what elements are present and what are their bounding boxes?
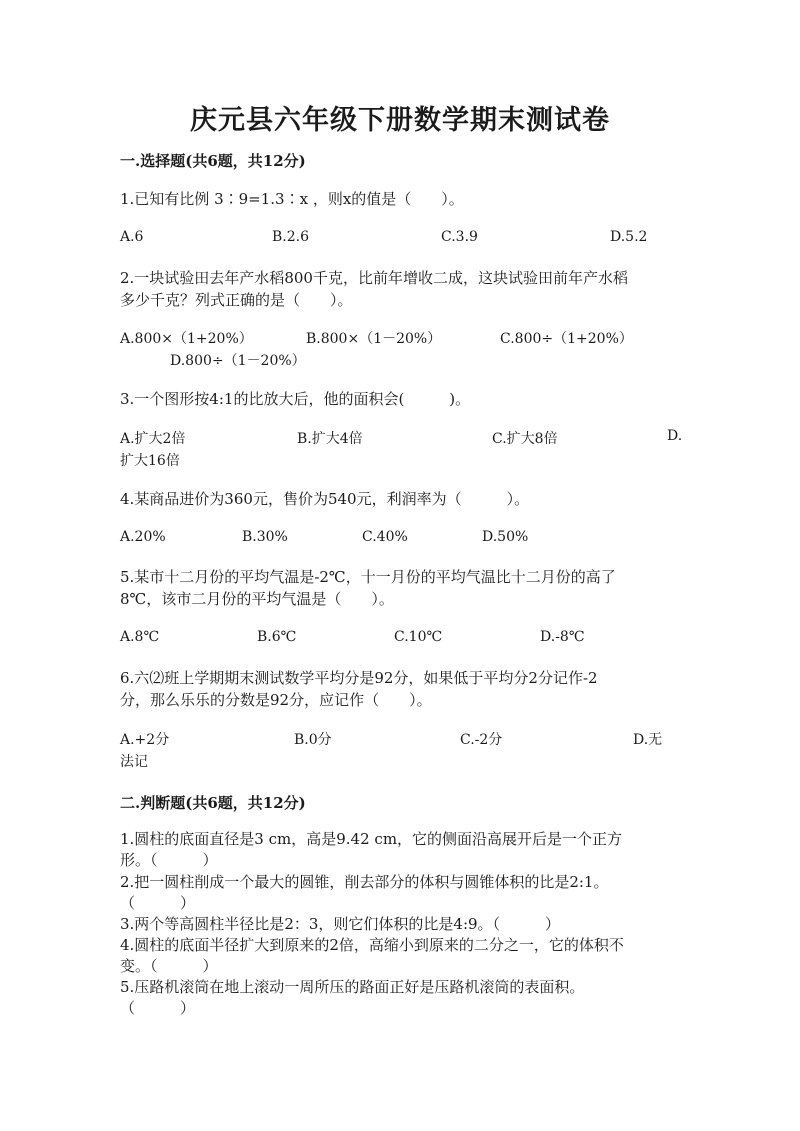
question-6-option-b: B.0分 <box>294 732 332 748</box>
judgement-1-line-2: 形。（ ） <box>120 851 218 869</box>
judgement-2-line-1: 2.把一圆柱削成一个最大的圆锥，削去部分的体积与圆锥体积的比是2:1。 <box>120 873 609 891</box>
question-3-option-d-label: D. <box>667 428 683 444</box>
question-5-text-line-1: 5.某市十二月份的平均气温是-2℃，十一月份的平均气温比十二月份的高了 <box>120 568 616 586</box>
page-title: 庆元县六年级下册数学期末测试卷 <box>190 105 610 136</box>
judgement-4-line-1: 4.圆柱的底面半径扩大到原来的2倍，高缩小到原来的二分之一，它的体积不 <box>120 936 624 954</box>
question-1-option-c: C.3.9 <box>441 229 478 245</box>
question-6-text-line-2: 分，那么乐乐的分数是92分，应记作（ ）。 <box>120 691 432 709</box>
question-3-option-d-text: 扩大16倍 <box>120 453 180 469</box>
question-3-option-b: B.扩大4倍 <box>297 431 363 447</box>
question-2-option-a: A.800×（1+20%） <box>120 331 253 347</box>
question-4-option-d: D.50% <box>482 529 529 545</box>
question-1-option-d: D.5.2 <box>610 229 648 245</box>
question-1-option-a: A.6 <box>120 229 144 245</box>
question-4-option-a: A.20% <box>120 529 166 545</box>
question-2-option-c: C.800÷（1+20%） <box>500 331 633 347</box>
section-heading-choice: 一.选择题(共6题，共12分) <box>120 152 306 170</box>
question-6-option-d-label: D.无 <box>633 732 663 748</box>
question-3-option-c: C.扩大8倍 <box>492 431 558 447</box>
question-2-option-d: D.800÷（1－20%） <box>170 353 306 369</box>
judgement-1-line-1: 1.圆柱的底面直径是3 cm，高是9.42 cm，它的侧面沿高展开后是一个正方 <box>120 830 623 848</box>
section-heading-judgement: 二.判断题(共6题，共12分) <box>120 794 306 812</box>
judgement-4-line-2: 变。（ ） <box>120 957 218 975</box>
question-6-option-c: C.-2分 <box>460 732 503 748</box>
question-1-option-b: B.2.6 <box>272 229 310 245</box>
question-4-text: 4.某商品进价为360元，售价为540元，利润率为（ ）。 <box>120 490 530 508</box>
question-5-text-line-2: 8℃，该市二月份的平均气温是（ ）。 <box>120 590 394 608</box>
judgement-2-line-2: （ ） <box>120 894 196 912</box>
question-5-option-d: D.-8℃ <box>540 629 585 645</box>
question-6-text-line-1: 6.六⑵班上学期期末测试数学平均分是92分，如果低于平均分2分记作-2 <box>120 669 598 687</box>
question-2-text-line-2: 多少千克？列式正确的是（ ）。 <box>120 291 353 309</box>
question-6-option-d-text: 法记 <box>120 754 148 770</box>
question-3-option-a: A.扩大2倍 <box>120 431 186 447</box>
question-2-option-b: B.800×（1－20%） <box>306 331 442 347</box>
question-2-text-line-1: 2.一块试验田去年产水稻800千克，比前年增收二成，这块试验田前年产水稻 <box>120 269 628 287</box>
question-5-option-a: A.8℃ <box>120 629 160 645</box>
judgement-5-line-2: （ ） <box>120 999 196 1017</box>
judgement-3-line-1: 3.两个等高圆柱半径比是2：3，则它们体积的比是4:9。（ ） <box>120 915 561 933</box>
question-1-text: 1.已知有比例 3∶9=1.3∶x ，则x的值是（ ）。 <box>120 190 464 208</box>
question-3-text: 3.一个图形按4:1的比放大后，他的面积会( )。 <box>120 390 471 408</box>
question-4-option-b: B.30% <box>242 529 288 545</box>
question-5-option-b: B.6℃ <box>257 629 297 645</box>
judgement-5-line-1: 5.压路机滚筒在地上滚动一周所压的路面正好是压路机滚筒的表面积。 <box>120 978 585 996</box>
question-6-option-a: A.+2分 <box>120 732 170 748</box>
question-4-option-c: C.40% <box>362 529 408 545</box>
question-5-option-c: C.10℃ <box>394 629 443 645</box>
